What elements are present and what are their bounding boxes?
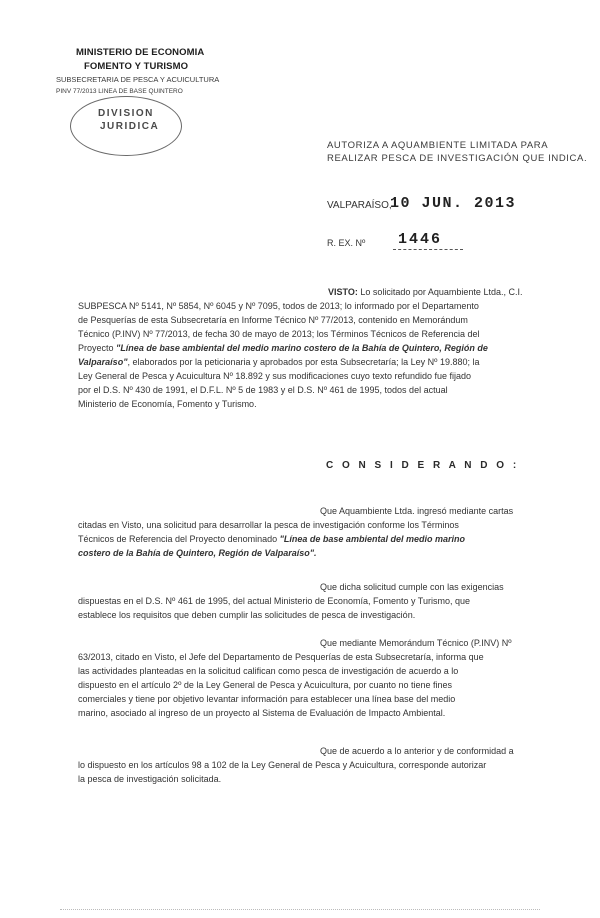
- p1-line-3: Técnicos de Referencia del Proyecto denominado: [78, 534, 278, 544]
- project-name-part-1: "Línea de base ambiental del medio marino costero de la Bahía de Quintero, Región de: [116, 343, 488, 353]
- p4-line-2: lo dispuesto en los artículos 98 a 102 de la Ley General de Pesca y Acuicultura, corresponde autorizar: [78, 760, 487, 770]
- ministry-name: MINISTERIO DE ECONOMIA: [76, 47, 205, 58]
- resolution-date: 10 JUN. 2013: [390, 195, 517, 212]
- place-label: VALPARAÍSO,: [327, 200, 392, 211]
- p1-line-2: citadas en Visto, una solicitud para desarrollar la pesca de investigación conforme los Términos: [78, 520, 459, 530]
- scan-edge-mark: [60, 909, 540, 910]
- p3-line-4: dispuesto en el artículo 2º de la Ley General de Pesca y Acuicultura, por cuanto no tiene fines: [78, 680, 453, 690]
- visto-line-1: Lo solicitado por Aquambiente Ltda., C.I.: [360, 287, 523, 297]
- considerando-paragraph-2: [78, 580, 540, 622]
- considerando-paragraph-3: [78, 636, 540, 720]
- file-reference: PINV 77/2013 LINEA DE BASE QUINTERO: [56, 88, 183, 95]
- p3-line-5: comerciales y tiene por objetivo levantar información para establecer una línea base del medio: [78, 694, 456, 704]
- visto-line-3: de Pesquerías de esta Subsecretaría en Informe Técnico Nº 77/2013, contenido en Memorándum: [78, 315, 468, 325]
- p3-line-3: las actividades planteadas en la solicitud califican como pesca de investigación de acuerdo a lo: [78, 666, 459, 676]
- p4-line-3: la pesca de investigación solicitada.: [78, 774, 222, 784]
- considerando-heading: C O N S I D E R A N D O :: [326, 460, 520, 471]
- rex-label: R. EX. Nº: [327, 238, 366, 248]
- p2-line-1: Que dicha solicitud cumple con las exigencias: [320, 582, 504, 592]
- p1-line-1: Que Aquambiente Ltda. ingresó mediante cartas: [320, 506, 514, 516]
- rex-number: 1446: [398, 231, 443, 248]
- p2-line-3: establece los requisitos que deben cumplir las solicitudes de pesca de investigación.: [78, 610, 416, 620]
- visto-label: VISTO:: [328, 287, 358, 297]
- visto-line-7: Ley General de Pesca y Acuicultura Nº 18.892 y sus modificaciones cuyo texto refundido fue fijado: [78, 371, 472, 381]
- resolution-title-line-2: REALIZAR PESCA DE INVESTIGACIÓN QUE INDICA.: [327, 153, 588, 164]
- p2-line-2: dispuestas en el D.S. Nº 461 de 1995, del actual Ministerio de Economía, Fomento y Turismo, que: [78, 596, 470, 606]
- visto-line-5a: Proyecto: [78, 343, 114, 353]
- visto-line-2: SUBPESCA Nº 5141, Nº 5854, Nº 6045 y Nº 7095, todos de 2013; lo informado por el Departamento: [78, 301, 479, 311]
- rex-underline: [393, 249, 463, 250]
- visto-line-9: Ministerio de Economía, Fomento y Turismo.: [78, 399, 257, 409]
- project-name-part-2: Valparaíso": [78, 357, 128, 367]
- p4-line-1: Que de acuerdo a lo anterior y de conformidad a: [320, 746, 514, 756]
- visto-section: [78, 285, 540, 411]
- visto-line-4: Técnico (P.INV) Nº 77/2013, de fecha 30 de mayo de 2013; los Términos Técnicos de Referencia del: [78, 329, 480, 339]
- p3-line-2: 63/2013, citado en Visto, el Jefe del Departamento de Pesquerías de esta Subsecretaría, informa que: [78, 652, 484, 662]
- ministry-subname: FOMENTO Y TURISMO: [84, 61, 189, 72]
- p1-project-name-1: "Línea de base ambiental del medio marino: [279, 534, 465, 544]
- considerando-paragraph-1: [78, 504, 540, 560]
- p3-line-6: marino, asociado al ingreso de un proyecto al Sistema de Evaluación de Impacto Ambiental.: [78, 708, 446, 718]
- stamp-line-2: JURIDICA: [100, 121, 160, 132]
- considerando-paragraph-4: [78, 744, 540, 786]
- visto-line-8: por el D.S. Nº 430 de 1991, el D.F.L. Nº 5 de 1983 y el D.S. Nº 461 de 1995, todos del actual: [78, 385, 448, 395]
- visto-line-6: , elaborados por la peticionaria y aprobados por esta Subsecretaría; la Ley Nº 19.880; la: [127, 357, 480, 367]
- subsecretaria-name: SUBSECRETARIA DE PESCA Y ACUICULTURA: [56, 75, 220, 84]
- p3-line-1: Que mediante Memorándum Técnico (P.INV) Nº: [320, 638, 512, 648]
- p1-project-name-2: costero de la Bahía de Quintero, Región de Valparaíso".: [78, 548, 317, 558]
- resolution-title-line-1: AUTORIZA A AQUAMBIENTE LIMITADA PARA: [327, 140, 549, 151]
- stamp-line-1: DIVISION: [98, 108, 154, 119]
